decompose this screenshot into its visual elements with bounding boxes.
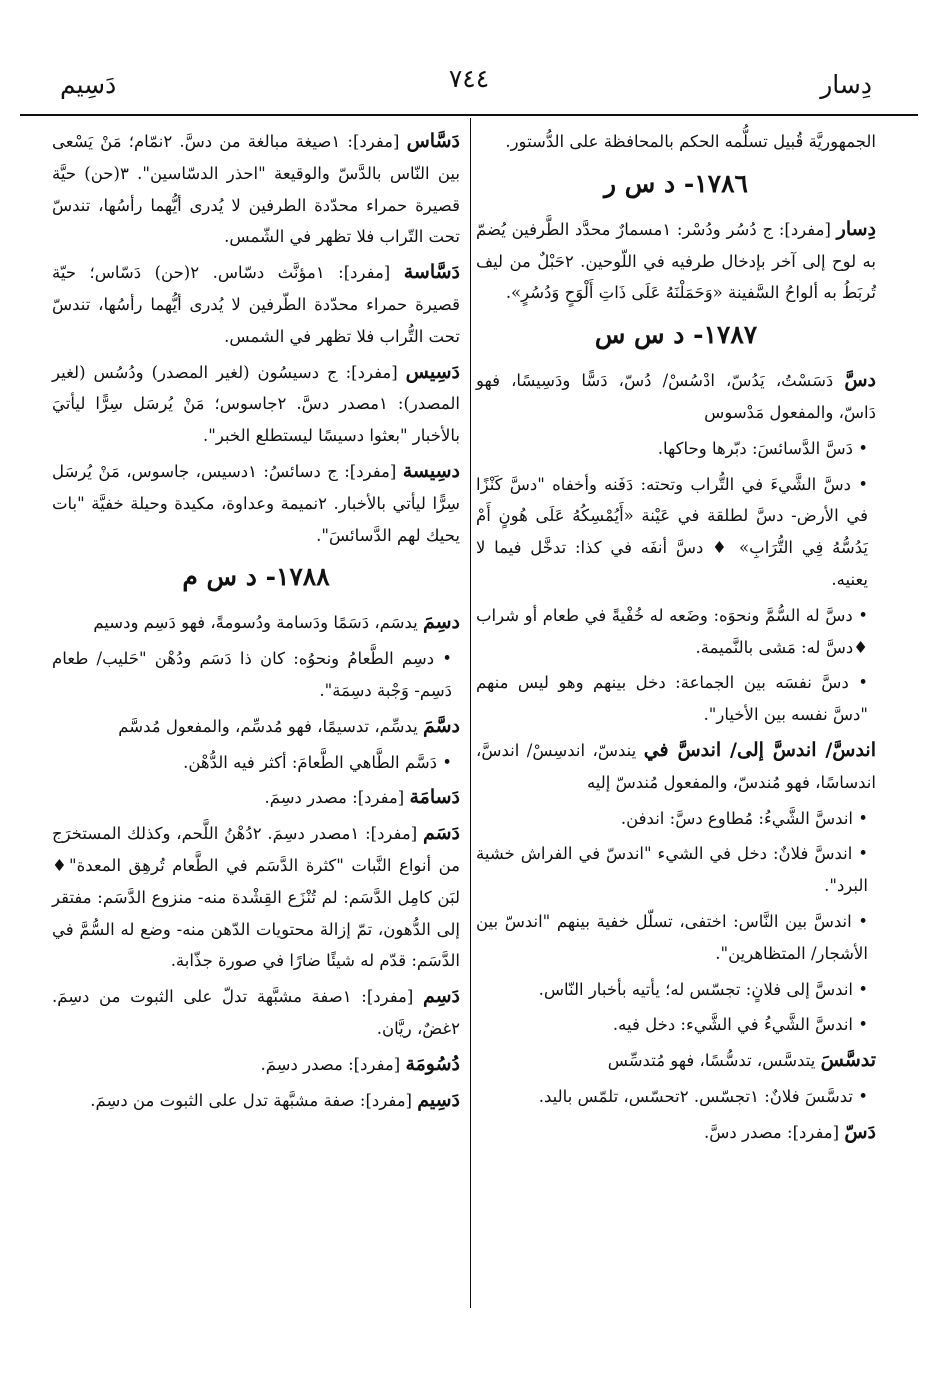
headword: دسِيسة [402, 459, 460, 482]
root-heading: ١٧٨٨- د س م [182, 562, 330, 592]
definition-text: [مفرد]: ج دسائسُ: ١دسيس، جاسوس، مَنْ يُرسَل سِرًّا ليأتي بالأخبار. ٢نميمة وعداوة، مكيدة وحيلة خفيَّة "بات يحيك لهم الدَّسائسَ". [52, 461, 460, 545]
dictionary-entry [476, 1045, 876, 1077]
headword: دسَّمَ [422, 714, 460, 737]
root-heading: ١٧٨٧- د س س [594, 320, 758, 350]
headword: دَسَّاسة [403, 261, 461, 284]
dictionary-entry [52, 607, 460, 639]
continuation-text: الجمهوريَّة قُبيل تسلُّمه الحكم بالمحافظة على الدُّستور. [505, 132, 876, 151]
definition-text: [مفرد]: ج دسيسُون (لغير المصدر) ودُسُس (لغير المصدر): ١مصدر دسَّ. ٢جاسوس؛ مَنْ يُرسَل سِرًّا ليأتيَ بالأخبار "بعثوا دسيسًا ليستطلع الخبر". [52, 362, 460, 446]
dictionary-entry [52, 357, 460, 452]
headword: دسَّ [844, 369, 876, 392]
definition-text: [مفرد]: مصدر دسِمَ. [260, 1054, 406, 1074]
headword: دَسّ [844, 1120, 876, 1143]
dictionary-entry [52, 711, 460, 743]
sense-item: • دَسَّ الدَّسائسَ: دبّرها وحاكها. [476, 433, 876, 465]
headword: اندسَّ/ اندسَّ إلى/ اندسَّ في [643, 738, 876, 761]
headword: دَسَّاس [406, 130, 460, 152]
definition-text: يدسِّم، تدسيمًا، فهو مُدسِّم، والمفعول مُدسَّم [118, 716, 423, 736]
right-column [476, 126, 876, 1153]
sense-item: • اندسَّ الشَّيءُ: مُطاوع دسَّ: اندفن. [476, 803, 876, 835]
sense-item: • دسَّ له السُّمَّ ونحوَه: وضَعه له خُفْيةً في طعام أو شراب ♦دسَّ له: مَشى بالنَّميمة. [476, 600, 876, 664]
definition-text: [مفرد]: صفة مشبَّهة تدل على الثبوت من دسِمَ. [90, 1090, 418, 1110]
sense-item: • اندسَّ بين النَّاس: اختفى، تسلّل خفية بينهم "اندسّ بين الأشجار/ المتظاهرين". [476, 906, 876, 970]
sense-item: • دَسَّم الطَّاهي الطَّعامَ: أكثر فيه الدُّهْن. [52, 747, 460, 779]
dictionary-entry [476, 1117, 876, 1149]
definition-text: يتدسَّس، تدسُّسًا، فهو مُتدسِّس [607, 1051, 821, 1071]
definition-text: يندسّ، اندسِسْ/ اندسَّ، اندساسًا، فهو مُندسّ، والمفعول مُندسّ إليه [476, 740, 876, 792]
sense-item: • اندسَّ الشَّيءُ في الشَّيء: دخل فيه. [476, 1009, 876, 1041]
dictionary-entry [52, 782, 460, 814]
header-rule [20, 114, 918, 116]
sense-item: • اندسَّ فلانٌ: دخل في الشيء "اندسّ في الفراش خشية البرد". [476, 838, 876, 902]
column-divider [470, 118, 471, 1308]
headword: دُسُومَة [405, 1052, 460, 1075]
running-head-right: دِسار [820, 70, 872, 99]
definition-text: [مفرد]: ١مؤنَّث دسّاس. ٢(حن) دَسّاس؛ حيّة قصيرة حمراء محدّدة الطّرفين لا يُدرى أيُّهما رأسُها، تندسّ تحت التُّراب فلا تظهر في الشمس. [52, 263, 460, 346]
headword: تدسَّسَ [820, 1049, 876, 1072]
definition-text: دَسَسْتُ، يَدُسّ، ادْسُسْ/ دُسّ، دَسًّا ودَسِيسًا، فهو دَاسّ، والمفعول مَدْسوس [476, 371, 876, 422]
page-number: ٧٤٤ [448, 64, 490, 93]
dictionary-entry [52, 981, 460, 1045]
running-head-left: دَسِيم [60, 70, 117, 99]
headword: دَسِيم [417, 1088, 460, 1111]
left-column [52, 126, 460, 1120]
dictionary-entry [476, 735, 876, 799]
headword: دَسَم [422, 822, 460, 845]
definition-text: [مفرد]: ١صيغة مبالغة من دسَّ. ٢نمّام؛ مَنْ يَسْعى بين النّاس بالدَّسّ والوقيعة "احذر الدسّاسين". ٣(حن) حيَّة قصيرة حمراء محدّدة الطرفين لا يُدرى أيُّهما رأسُها، تندسّ تحت التّراب فلا تظهر في الشّمس. [52, 132, 460, 247]
dictionary-entry [52, 257, 460, 352]
headword: دَسِيس [405, 360, 460, 383]
definition-text: [مفرد]: ١مصدر دسِمَ. ٢دُهْنُ اللَّحم، وكذلك المستخرَج من أنواع النَّبات "كثرة الدَّسَم في الطَّعام تُرهِق المعدة"♦ لبَن كامِل الدَّسَم: لم تُنْزَع القِشْدة منه- منزوع الدَّسَم: مفتقر إلى الدُّهون، تمّ إزالة محتويات الدّهن منه- وضع له السُّمَّ في الدَّسَم: قدّم له شيئًا ضارًا في صورة جذّابة. [52, 824, 460, 971]
sense-item: • دسَّ نفسَه بين الجماعة: دخل بينهم وهو ليس منهم "دسَّ نفسه بين الأخيار". [476, 667, 876, 731]
dictionary-entry [52, 1085, 460, 1117]
dictionary-entry [52, 456, 460, 551]
headword: دَسامَة [409, 786, 460, 809]
sense-item: • اندسَّ إلى فلانٍ: تجسّس له؛ يأتيه بأخبار النّاس. [476, 974, 876, 1006]
definition-text: [مفرد]: ج دُسُر ودُسْر: ١مسمارٌ محدَّد الطَّرفين يُضمّ به لوح إلى آخر بإدخال طرفيه في اللّوحين. ٢حَبْلٌ من ليف تُربَطُ به ألواحُ السَّفينة «وَحَمَلْنَهُ عَلَى ذَاتِ أَلْوَحٍ وَدُسُرٍ». [476, 219, 876, 303]
definition-text: يدسَم، دَسَمًا ودَسامة ودُسومةً، فهو دَسِم ودسيم [93, 613, 423, 633]
dictionary-entry [52, 126, 460, 253]
sense-item: • تدسَّسَ فلانٌ: ١تجسّس. ٢تحسّس، تلمّس باليد. [476, 1081, 876, 1113]
sense-item: • دسِم الطَّعامُ ونحوُه: كان ذا دَسَم ودُهْن "حَليب/ طعام دَسِم- وَجْبة دسِمَة". [52, 643, 460, 707]
dictionary-entry [52, 818, 460, 977]
dictionary-entry [52, 1049, 460, 1081]
definition-text: [مفرد]: مصدر دسَّ. [704, 1122, 845, 1142]
headword: دَسِم [422, 985, 461, 1008]
definition-text: [مفرد]: ١صفة مشبَّهة تدلّ على الثبوت من دسِمَ. ٢غضٌ، ريَّان. [52, 987, 460, 1038]
root-heading: ١٧٨٦- د س ر [604, 168, 748, 198]
headword: دِسار [836, 217, 876, 240]
sense-item: • دسَّ الشَّيءَ في التُّراب وتحته: دَفَنه وأخفاه "دسَّ كَنْزًا في الأرض- دسَّ لطلقة في عَيْنة «أَيُمْسِكُهُ عَلَى هُونٍ أَمْ يَدُسُّهُ فِي التُّرَابِ» ♦ دسَّ أنفَه في كذا: تدخَّل فيما لا يعنيه. [476, 469, 876, 596]
dictionary-entry [476, 214, 876, 309]
definition-text: [مفرد]: مصدر دسِمَ. [264, 788, 410, 808]
dictionary-entry [476, 365, 876, 429]
headword: دسِمَ [422, 611, 460, 634]
